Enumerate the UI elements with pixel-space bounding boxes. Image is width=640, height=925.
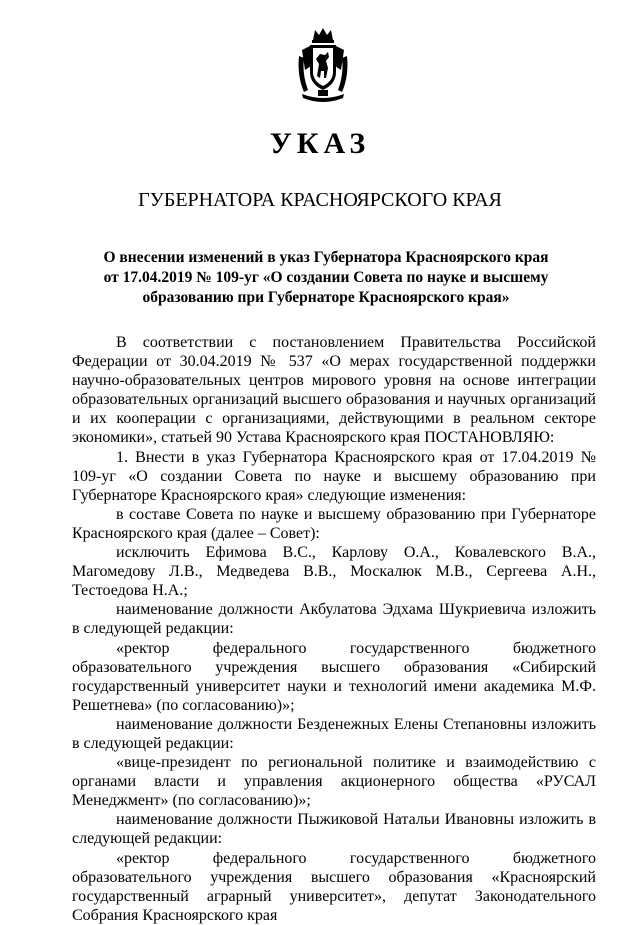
body-paragraph: наименование должности Безденежных Елены Степановны изложить в следующей редакции: bbox=[72, 715, 596, 752]
issuer-heading: ГУБЕРНАТОРА КРАСНОЯРСКОГО КРАЯ bbox=[138, 189, 502, 211]
body-paragraph: «ректор федерального государственного бюджетного образовательного учреждения высшего образования «Красноярский государственный аграрный университет», депутат Законодательного Собрания Красноярского края bbox=[72, 849, 596, 924]
body-paragraph: исключить Ефимова В.С., Карлову О.А., Ковалевского В.А., Магомедову Л.В., Медведева В.В., Москалюк М.В., Сергеева А.Н., Тестоедова Н.А.; bbox=[72, 544, 596, 600]
body-paragraph: наименование должности Акбулатова Эдхама Шукриевича изложить в следующей редакции: bbox=[72, 601, 596, 638]
body-paragraph: наименование должности Пыжиковой Натальи Ивановны изложить в следующей редакции: bbox=[72, 811, 596, 848]
coat-of-arms-emblem bbox=[296, 26, 350, 102]
document-body bbox=[72, 333, 596, 925]
body-paragraph: в составе Совета по науке и высшему образованию при Губернаторе Красноярского края (далее – Совет): bbox=[72, 505, 596, 542]
subject-line: образованию при Губернаторе Красноярского края» bbox=[142, 289, 510, 306]
body-paragraph: «ректор федерального государственного бюджетного образовательного учреждения высшего образования «Сибирский государственный университет науки и технологий имени академика М.Ф. Решетнева» (по согласованию)»; bbox=[72, 639, 596, 714]
coat-of-arms-icon bbox=[296, 26, 350, 102]
decree-title: УКАЗ bbox=[269, 127, 371, 160]
body-paragraph: «вице-президент по региональной политике и взаимодействию с органами власти и управления акционерного общества «РУСАЛ Менеджмент» (по согласованию)»; bbox=[72, 754, 596, 810]
subject-line: О внесении изменений в указ Губернатора Красноярского края bbox=[103, 249, 549, 266]
subject-line: от 17.04.2019 № 109-уг «О создании Совета по науке и высшему bbox=[103, 269, 549, 286]
document-subject bbox=[84, 248, 568, 308]
body-paragraph: 1. Внести в указ Губернатора Красноярского края от 17.04.2019 № 109-уг «О создании Совета по науке и высшему образованию при Губернаторе Красноярского края» следующие изменения: bbox=[72, 448, 596, 504]
body-paragraph: В соответствии с постановлением Правительства Российской Федерации от 30.04.2019 № 537 «О мерах государственной поддержки научно-образовательных центров мирового уровня на основе интеграции образовательных организаций высшего образования и научных организаций и их кооперации с организациями, действующими в реальном секторе экономики», статьей 90 Устава Красноярского края ПОСТАНОВЛЯЮ: bbox=[72, 334, 596, 447]
